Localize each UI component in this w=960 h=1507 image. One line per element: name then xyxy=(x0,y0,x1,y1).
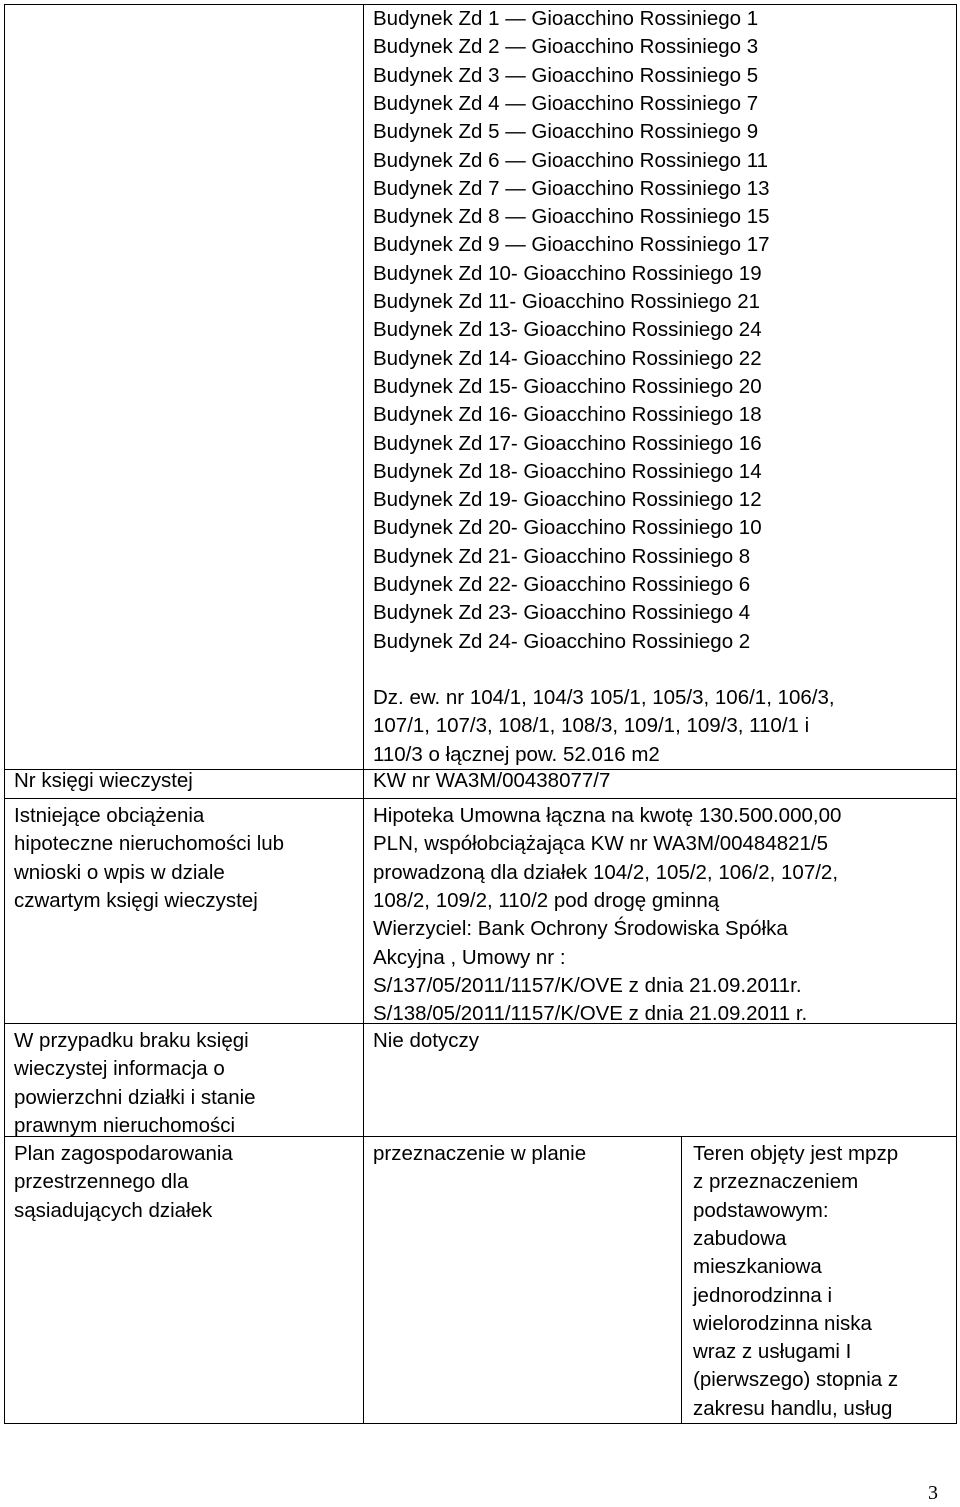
parcel-line: 107/1, 107/3, 108/1, 108/3, 109/1, 109/3, 110/1 i xyxy=(373,714,810,738)
plan-description-line: zabudowa xyxy=(693,1226,787,1250)
plan-description-line: Teren objęty jest mpzp xyxy=(693,1142,899,1165)
no-kw-label-line: wieczystej informacja o xyxy=(14,1057,225,1081)
building-line: Budynek Zd 2 — Gioacchino Rossiniego 3 xyxy=(373,35,759,59)
encumbrances-label-line: wnioski o wpis w dziale xyxy=(14,860,225,884)
building-line: Budynek Zd 22- Gioacchino Rossiniego 6 xyxy=(373,573,751,596)
kw-value-line: KW nr WA3M/00438077/7 xyxy=(373,769,611,792)
building-line: Budynek Zd 17- Gioacchino Rossiniego 16 xyxy=(373,431,762,455)
encumbrances-value-line: S/138/05/2011/1157/K/OVE z dnia 21.09.2011 r. xyxy=(373,1002,808,1026)
encumbrances-value-line: Akcyjna , Umowy nr : xyxy=(373,945,566,969)
building-line: Budynek Zd 13- Gioacchino Rossiniego 24 xyxy=(373,318,762,342)
plan-purpose: przeznaczenie w planie xyxy=(373,1142,587,1165)
building-line: Budynek Zd 23- Gioacchino Rossiniego 4 xyxy=(373,601,751,625)
building-line: Budynek Zd 4 — Gioacchino Rossiniego 7 xyxy=(373,91,759,115)
plan-label-line: sąsiadujących działek xyxy=(14,1198,213,1222)
no-kw-label-line: powierzchni działki i stanie xyxy=(14,1085,256,1109)
plan-description-line: mieszkaniowa xyxy=(693,1255,822,1279)
building-line: Budynek Zd 9 — Gioacchino Rossiniego 17 xyxy=(373,233,770,257)
building-line: Budynek Zd 11- Gioacchino Rossiniego 21 xyxy=(373,290,761,313)
plan-subcolumn-divider xyxy=(681,1136,682,1424)
building-line: Budynek Zd 20- Gioacchino Rossiniego 10 xyxy=(373,516,762,540)
building-line: Budynek Zd 18- Gioacchino Rossiniego 14 xyxy=(373,459,762,483)
plan-label-line: Plan zagospodarowania xyxy=(14,1142,233,1165)
encumbrances-value-line: Hipoteka Umowna łączna na kwotę 130.500.000,00 xyxy=(373,804,842,827)
column-divider xyxy=(363,4,364,1424)
building-line: Budynek Zd 1 — Gioacchino Rossiniego 1 xyxy=(373,7,759,30)
building-line: Budynek Zd 21- Gioacchino Rossiniego 8 xyxy=(373,544,751,568)
encumbrances-value-line: PLN, współobciążająca KW nr WA3M/00484821/5 xyxy=(373,832,829,856)
building-line: Budynek Zd 6 — Gioacchino Rossiniego 11 xyxy=(373,148,769,172)
building-line: Budynek Zd 3 — Gioacchino Rossiniego 5 xyxy=(373,63,759,87)
page-number: 3 xyxy=(928,1482,938,1504)
encumbrances-value-line: 108/2, 109/2, 110/2 pod drogę gminną xyxy=(373,888,720,912)
encumbrances-value-line: Wierzyciel: Bank Ochrony Środowiska Spółka xyxy=(373,917,788,941)
encumbrances-label-line: hipoteczne nieruchomości lub xyxy=(14,832,285,856)
plan-label-line: przestrzennego dla xyxy=(14,1170,189,1194)
no-kw-value-line: Nie dotyczy xyxy=(373,1029,479,1052)
plan-description-line: podstawowym: xyxy=(693,1198,829,1222)
building-line: Budynek Zd 7 — Gioacchino Rossiniego 13 xyxy=(373,176,770,200)
building-line: Budynek Zd 15- Gioacchino Rossiniego 20 xyxy=(373,374,762,398)
parcel-line: 110/3 o łącznej pow. 52.016 m2 xyxy=(373,742,660,766)
no-kw-label-line: prawnym nieruchomości xyxy=(14,1113,236,1137)
plan-description-line: wraz z usługami I xyxy=(693,1340,852,1364)
building-line: Budynek Zd 24- Gioacchino Rossiniego 2 xyxy=(373,629,751,653)
parcel-line: Dz. ew. nr 104/1, 104/3 105/1, 105/3, 106/1, 106/3, xyxy=(373,686,835,709)
encumbrances-value-line: S/137/05/2011/1157/K/OVE z dnia 21.09.2011r. xyxy=(373,973,802,997)
no-kw-label-line: W przypadku braku księgi xyxy=(14,1029,249,1052)
plan-description-line: z przeznaczeniem xyxy=(693,1170,859,1194)
building-line: Budynek Zd 10- Gioacchino Rossiniego 19 xyxy=(373,261,762,285)
building-line: Budynek Zd 16- Gioacchino Rossiniego 18 xyxy=(373,403,762,427)
kw-label-line: Nr księgi wieczystej xyxy=(14,769,193,792)
plan-description-line: (pierwszego) stopnia z xyxy=(693,1368,899,1392)
encumbrances-label-line: czwartym księgi wieczystej xyxy=(14,888,258,912)
plan-description-line: jednorodzinna i xyxy=(693,1283,833,1307)
building-line: Budynek Zd 5 — Gioacchino Rossiniego 9 xyxy=(373,120,759,144)
encumbrances-value-line: prowadzoną dla działek 104/2, 105/2, 106/2, 107/2, xyxy=(373,860,839,884)
encumbrances-label-line: Istniejące obciążenia xyxy=(14,804,205,827)
building-line: Budynek Zd 14- Gioacchino Rossiniego 22 xyxy=(373,346,762,370)
building-line: Budynek Zd 19- Gioacchino Rossiniego 12 xyxy=(373,488,762,512)
plan-description-line: zakresu handlu, usług xyxy=(693,1396,893,1420)
plan-description-line: wielorodzinna niska xyxy=(693,1311,872,1335)
row-divider-encumbrances xyxy=(4,798,957,799)
building-line: Budynek Zd 8 — Gioacchino Rossiniego 15 xyxy=(373,205,770,229)
